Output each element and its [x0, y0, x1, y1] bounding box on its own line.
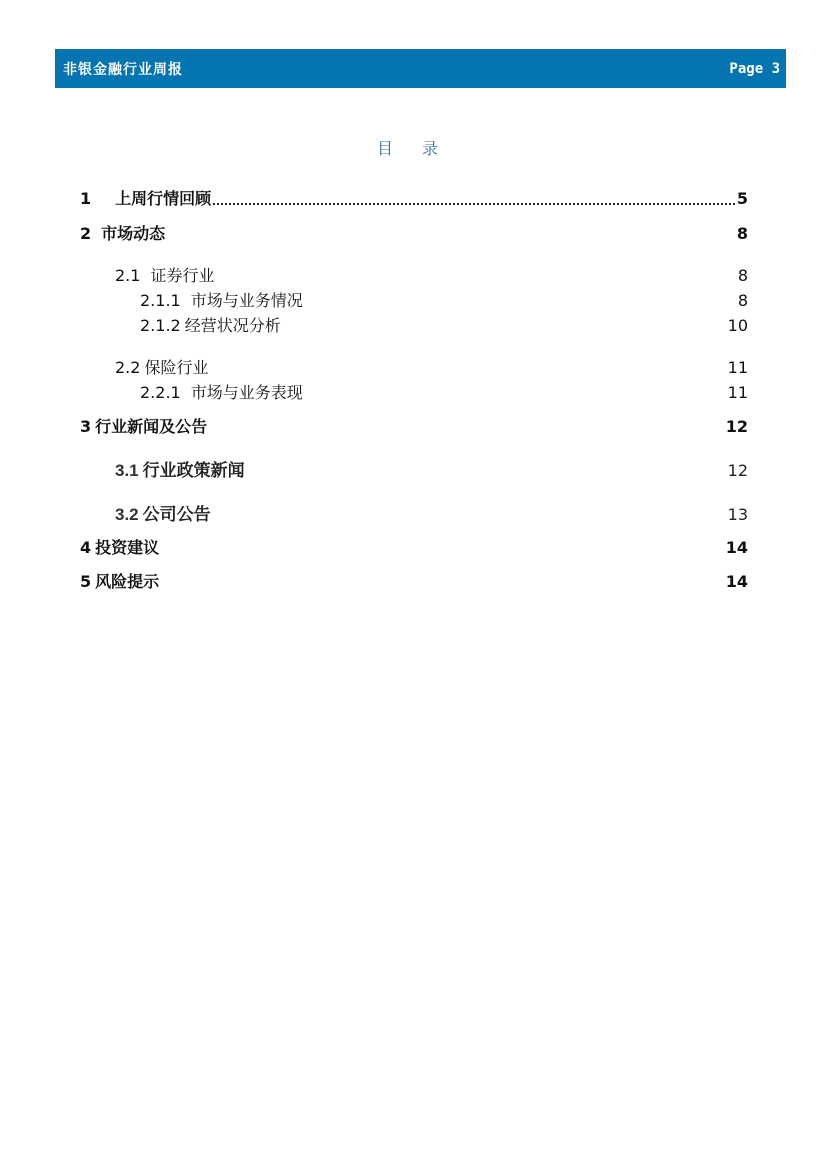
toc-entry-number: 3.1 — [115, 461, 139, 480]
page-number: Page 3 — [729, 60, 780, 77]
toc-entry-page: 8 — [737, 291, 748, 310]
toc-entry-page: 12 — [727, 461, 748, 480]
toc-entry-page: 8 — [737, 266, 748, 285]
toc-entry-number: 3 — [80, 417, 92, 436]
toc-entry-2-2[interactable] — [115, 355, 748, 378]
toc-heading: 目 录 — [376, 139, 451, 158]
toc-entry-3-1[interactable] — [115, 456, 748, 481]
toc-entry-page: 11 — [727, 383, 748, 402]
toc-entry-2-1[interactable] — [115, 263, 748, 286]
toc-entry-label: 公司公告 — [142, 505, 211, 525]
toc-entry-label: 上周行情回顾 — [115, 189, 212, 208]
toc-entry-number: 2.1.2 — [140, 316, 181, 335]
toc-entry-page: 10 — [727, 316, 748, 335]
toc-entry-number: 3.2 — [115, 505, 139, 524]
toc-entry-label: 风险提示 — [95, 572, 160, 591]
toc-entry-page: 13 — [727, 505, 748, 524]
toc-entry-label: 市场与业务情况 — [190, 291, 303, 310]
toc-entry-page: 14 — [725, 538, 748, 557]
toc-entry-label: 投资建议 — [95, 538, 160, 557]
toc-entry-5[interactable] — [80, 569, 748, 592]
report-title: 非银金融行业周报 — [63, 61, 183, 78]
toc-entry-page: 11 — [727, 358, 748, 377]
toc-entry-label: 证券行业 — [150, 266, 215, 285]
toc-entry-number: 2 — [80, 224, 92, 243]
toc-entry-number: 2.1 — [115, 266, 141, 285]
toc-entry-page: 5 — [736, 189, 748, 208]
toc-entry-number: 2.1.1 — [140, 291, 181, 310]
toc-entry-2-2-1[interactable] — [140, 380, 748, 403]
toc-entry-3-2[interactable] — [115, 500, 748, 525]
toc-entry-4[interactable] — [80, 535, 748, 558]
toc-entry-2-1-2[interactable] — [140, 313, 748, 336]
toc-entry-page: 12 — [725, 417, 748, 436]
toc-entry-number: 1 — [80, 189, 92, 208]
toc-entry-page: 14 — [725, 572, 748, 591]
toc-entry-page: 8 — [736, 224, 748, 243]
toc-entry-number: 4 — [80, 538, 92, 557]
toc-entry-label: 行业政策新闻 — [142, 461, 245, 481]
toc-entry-1[interactable] — [80, 186, 748, 209]
toc-entry-3[interactable] — [80, 414, 748, 437]
toc-entry-number: 2.2 — [115, 358, 141, 377]
header-bar — [55, 49, 786, 88]
toc-entry-label: 市场动态 — [101, 224, 166, 243]
toc-entry-label: 保险行业 — [144, 358, 209, 377]
toc-entry-2[interactable] — [80, 221, 748, 244]
toc-entry-number: 5 — [80, 572, 92, 591]
toc-entry-label: 行业新闻及公告 — [95, 417, 208, 436]
toc-entry-label: 经营状况分析 — [184, 316, 281, 335]
toc-entry-2-1-1[interactable] — [140, 288, 748, 311]
toc-entry-label: 市场与业务表现 — [190, 383, 303, 402]
toc-entry-number: 2.2.1 — [140, 383, 181, 402]
dot-leader — [213, 203, 735, 205]
